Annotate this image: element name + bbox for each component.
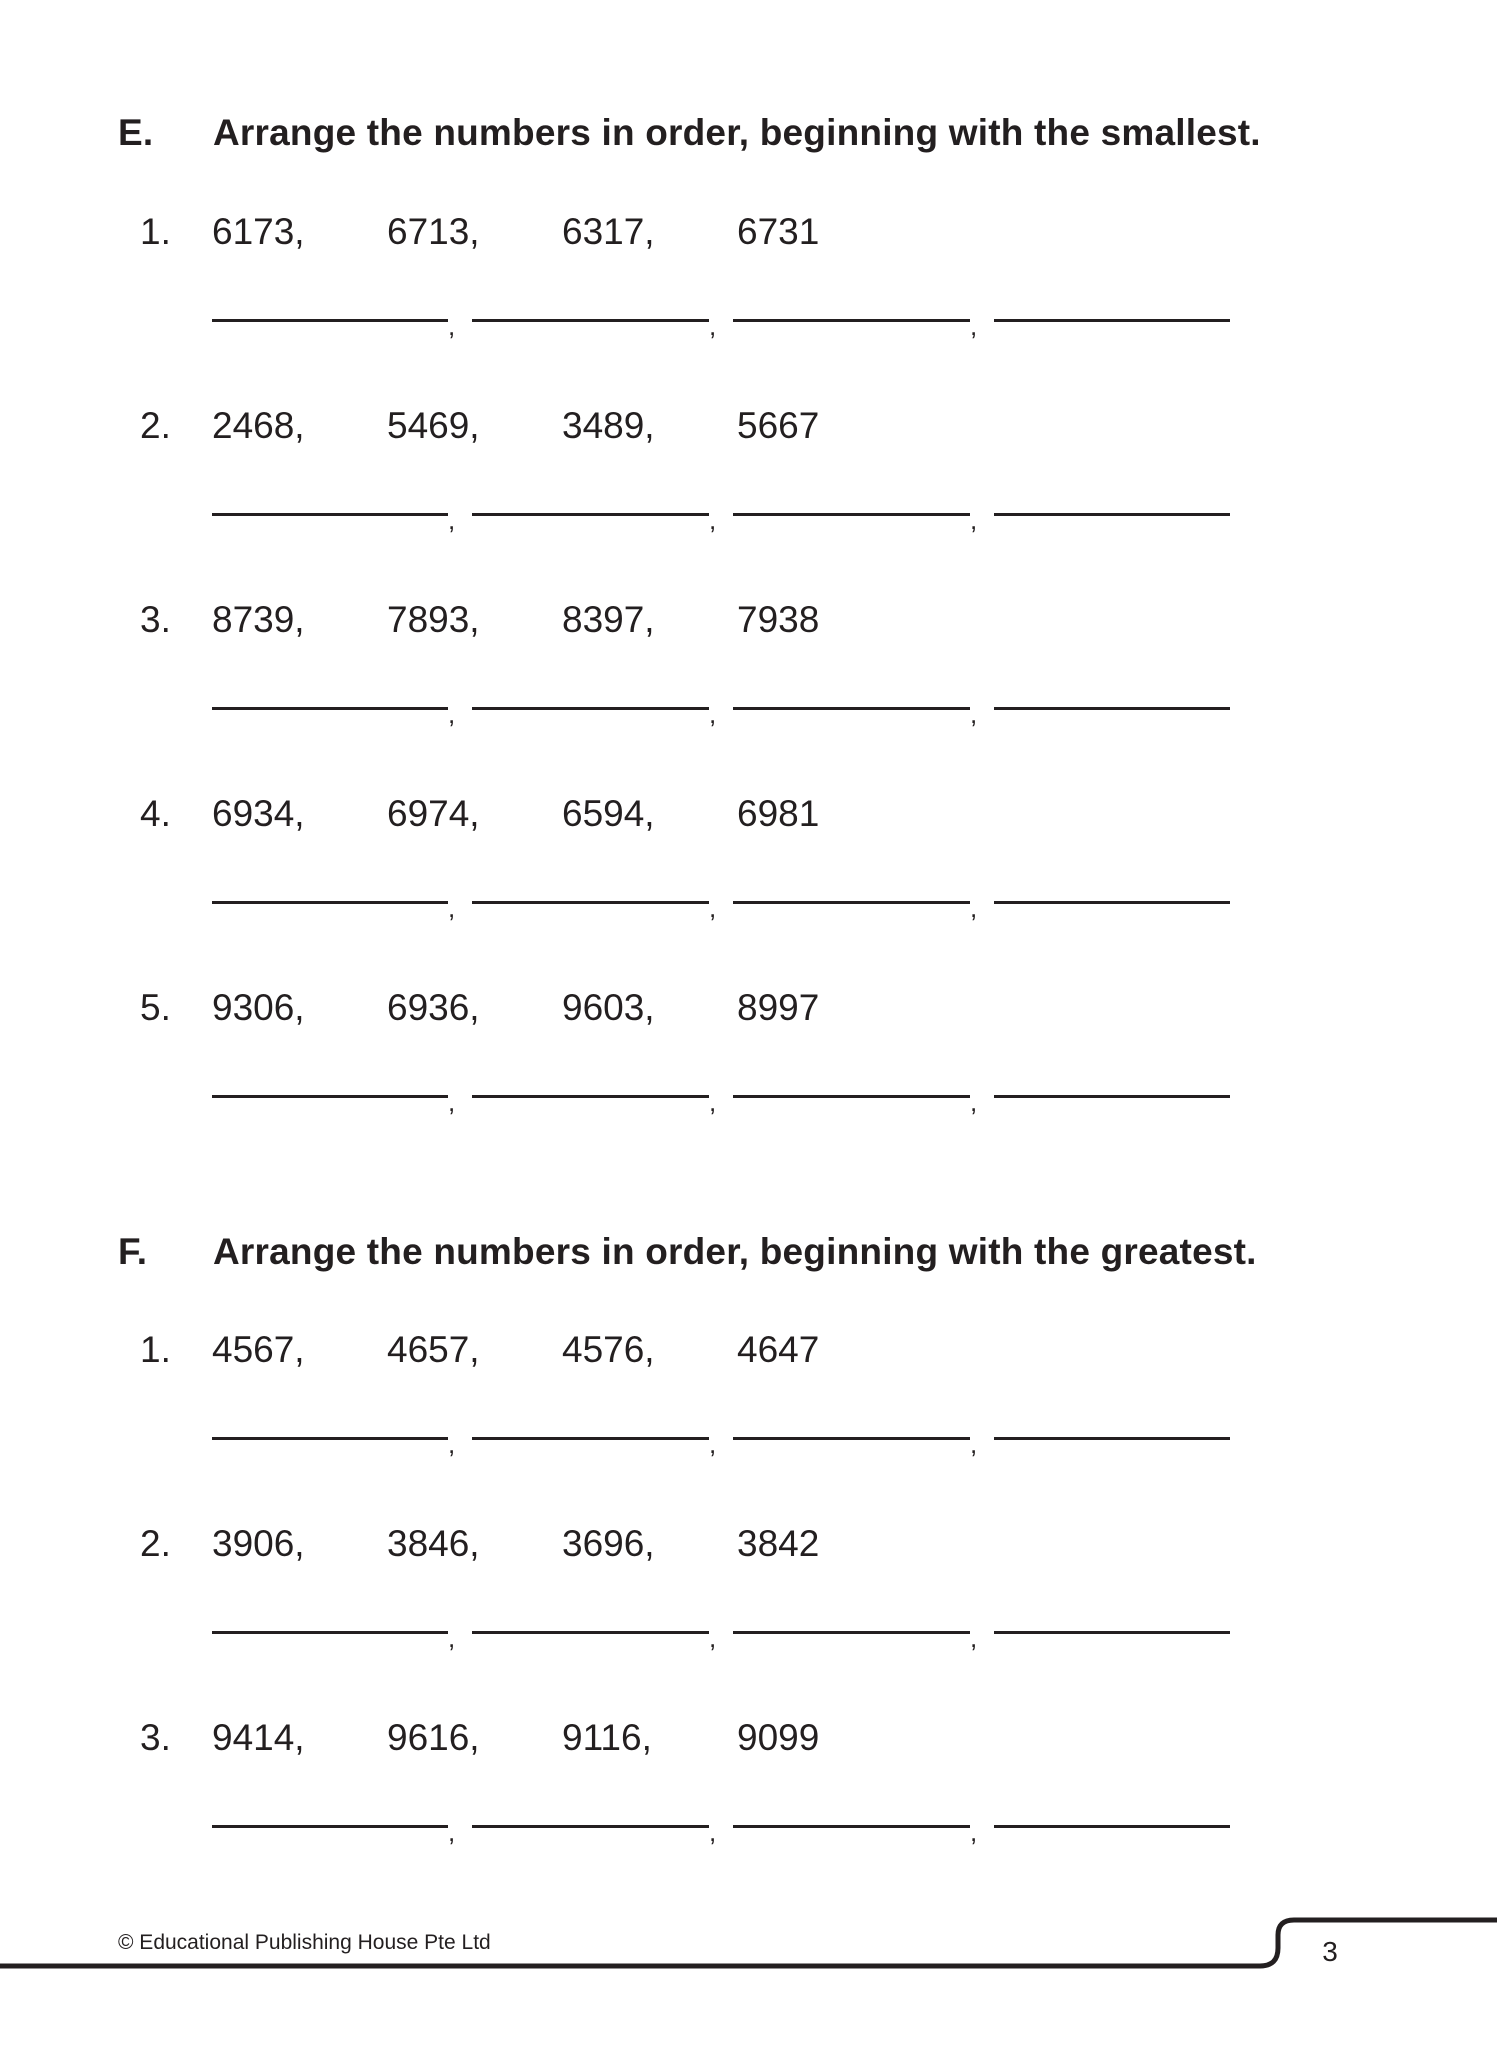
number-value: 7893, [387,599,480,640]
number-value: 3489, [562,405,655,446]
number-value: 3906, [212,1523,305,1564]
blank-separator: , [448,893,456,923]
blank-separator: , [448,311,456,341]
question-number: 3. [140,1717,171,1758]
number-value: 3846, [387,1523,480,1564]
blank-separator: , [709,311,717,341]
section-letter: E. [118,112,154,153]
number-value: 8397, [562,599,655,640]
blank-separator: , [970,505,978,535]
number-value: 4657, [387,1329,480,1370]
number-value: 6974, [387,793,480,834]
number-value: 3842 [737,1523,820,1564]
number-value: 6317, [562,211,655,252]
number-value: 5667 [737,405,820,446]
question-number: 2. [140,405,171,446]
number-value: 9603, [562,987,655,1028]
number-value: 4567, [212,1329,305,1370]
number-value: 2468, [212,405,305,446]
question-number: 2. [140,1523,171,1564]
section-instruction: Arrange the numbers in order, beginning with the smallest. [213,112,1261,153]
blank-separator: , [448,1623,456,1653]
number-value: 5469, [387,405,480,446]
question-number: 1. [140,1329,171,1370]
number-value: 6981 [737,793,820,834]
question-number: 4. [140,793,171,834]
blank-separator: , [709,893,717,923]
number-value: 6713, [387,211,480,252]
number-value: 9414, [212,1717,305,1758]
blank-separator: , [709,505,717,535]
question-number: 3. [140,599,171,640]
question-number: 1. [140,211,171,252]
blank-separator: , [970,699,978,729]
page-number: 3 [1322,1936,1338,1967]
section-instruction: Arrange the numbers in order, beginning with the greatest. [213,1231,1257,1272]
number-value: 7938 [737,599,820,640]
number-value: 4576, [562,1329,655,1370]
blank-separator: , [448,699,456,729]
number-value: 6936, [387,987,480,1028]
blank-separator: , [970,1429,978,1459]
blank-separator: , [970,1087,978,1117]
number-value: 4647 [737,1329,820,1370]
number-value: 9306, [212,987,305,1028]
number-value: 8997 [737,987,820,1028]
blank-separator: , [448,1429,456,1459]
blank-separator: , [709,699,717,729]
number-value: 6934, [212,793,305,834]
blank-separator: , [709,1429,717,1459]
blank-separator: , [709,1623,717,1653]
blank-separator: , [970,893,978,923]
number-value: 6731 [737,211,820,252]
blank-separator: , [970,1817,978,1847]
section-letter: F. [118,1231,148,1272]
number-value: 3696, [562,1523,655,1564]
blank-separator: , [970,1623,978,1653]
number-value: 8739, [212,599,305,640]
question-number: 5. [140,987,171,1028]
copyright-notice: © Educational Publishing House Pte Ltd [118,1931,491,1954]
number-value: 9616, [387,1717,480,1758]
number-value: 9099 [737,1717,820,1758]
number-value: 6594, [562,793,655,834]
blank-separator: , [448,1087,456,1117]
blank-separator: , [709,1087,717,1117]
number-value: 9116, [562,1717,652,1758]
blank-separator: , [709,1817,717,1847]
blank-separator: , [970,311,978,341]
blank-separator: , [448,505,456,535]
blank-separator: , [448,1817,456,1847]
number-value: 6173, [212,211,305,252]
